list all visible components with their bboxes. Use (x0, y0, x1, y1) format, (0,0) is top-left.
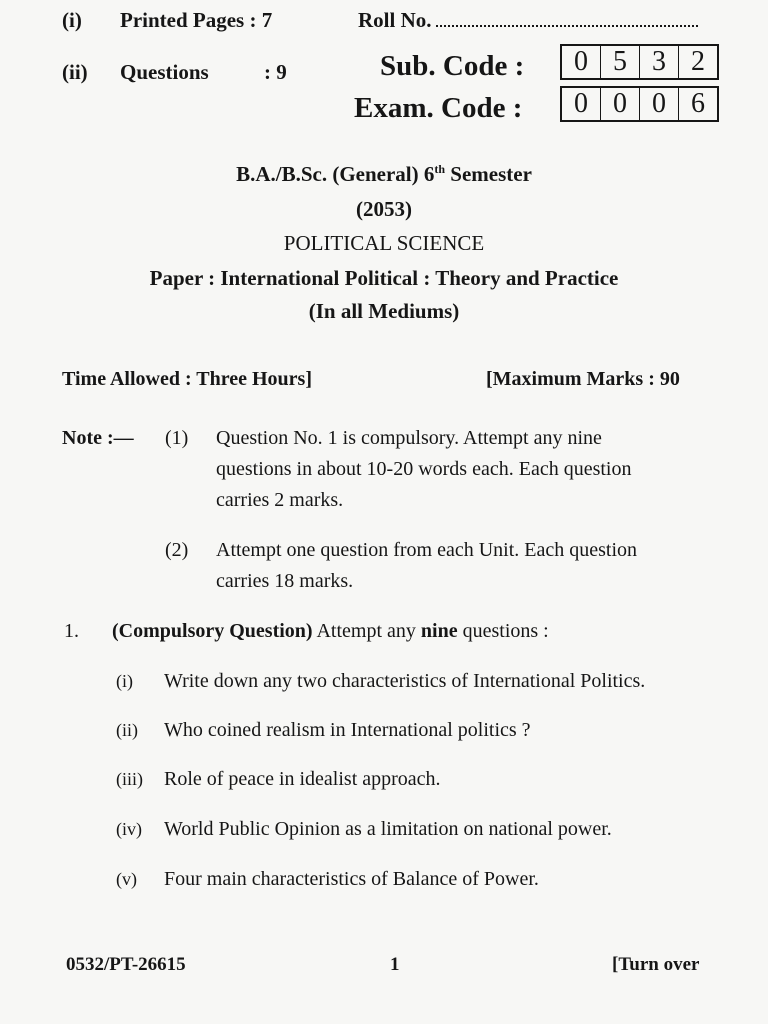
question-heading-line (112, 620, 549, 643)
question-item (116, 670, 645, 693)
question-item-text: World Public Opinion as a limitation on national power. (164, 818, 612, 840)
roll-no-blank (436, 11, 698, 27)
question-item (116, 868, 539, 891)
question-item-text: Role of peace in idealist approach. (164, 768, 441, 790)
footer-turn-over: [Turn over (612, 954, 700, 975)
exam-code-label: Exam. Code : (354, 92, 523, 124)
printed-pages-label: Printed Pages : 7 (120, 8, 273, 32)
exam-code-digit: 6 (691, 88, 705, 119)
question-item-label: (i) (116, 671, 133, 691)
sub-code-digit: 5 (601, 46, 640, 78)
course-title-suffix: Semester (445, 162, 532, 186)
subject-title: POLITICAL SCIENCE (283, 231, 485, 255)
exam-code-digit: 0 (601, 88, 640, 120)
questions-index: (ii) (62, 60, 88, 84)
course-title-prefix: B.A./B.Sc. (General) 6 (236, 162, 435, 186)
paper-code: (2053) (356, 197, 412, 221)
sub-code-label: Sub. Code : (380, 50, 525, 82)
note-line: Question No. 1 is compulsory. Attempt any nine (216, 427, 602, 449)
question-item (116, 768, 441, 791)
sub-code-digit: 0 (562, 46, 601, 78)
footer-page-number: 1 (390, 954, 400, 975)
roll-no-label: Roll No. (358, 8, 432, 32)
question-heading: (Compulsory Question) (112, 620, 313, 642)
question-item-text: Write down any two characteristics of International Politics. (164, 670, 646, 692)
question-instruction-post: questions : (457, 620, 549, 642)
question-instruction-bold: nine (420, 620, 458, 642)
note-label: Note :— (62, 427, 134, 449)
question-item-text: Four main characteristics of Balance of Power. (164, 868, 539, 890)
question-item-label: (v) (116, 869, 137, 889)
footer-code: 0532/PT-26615 (66, 954, 186, 975)
note-line: questions in about 10-20 words each. Each question (216, 458, 632, 480)
note-line: carries 2 marks. (216, 489, 344, 511)
course-title-sup: th (434, 162, 446, 176)
exam-code-digit: 0 (640, 88, 679, 120)
printed-pages-index: (i) (62, 8, 82, 32)
note-item-text (216, 423, 631, 516)
question-item-label: (iv) (116, 819, 142, 839)
note-line: Attempt one question from each Unit. Each question (216, 539, 638, 561)
question-item-text: Who coined realism in International politics ? (164, 719, 531, 741)
sub-code-digit: 2 (691, 46, 705, 77)
note-item-number: (2) (165, 539, 189, 561)
question-instruction-pre: Attempt any (316, 620, 421, 642)
questions-label: Questions (120, 60, 209, 84)
exam-code-boxes (560, 86, 719, 122)
note-item-number: (1) (165, 427, 189, 449)
exam-code-digit: 0 (562, 88, 601, 120)
time-allowed: Time Allowed : Three Hours] (62, 368, 312, 390)
question-item-label: (ii) (116, 720, 138, 740)
question-number: 1. (64, 620, 79, 642)
course-title (0, 162, 768, 187)
note-item-text (216, 535, 637, 597)
paper-title: Paper : International Political : Theory and Practice (149, 266, 619, 290)
sub-code-boxes (560, 44, 719, 80)
sub-code-digit: 3 (640, 46, 679, 78)
note-line: carries 18 marks. (216, 570, 354, 592)
question-item (116, 719, 531, 742)
medium-note: (In all Mediums) (308, 299, 460, 323)
question-item (116, 818, 612, 841)
roll-no-field (358, 8, 698, 33)
question-item-label: (iii) (116, 769, 143, 789)
questions-value: : 9 (264, 60, 287, 84)
maximum-marks: [Maximum Marks : 90 (486, 368, 680, 390)
